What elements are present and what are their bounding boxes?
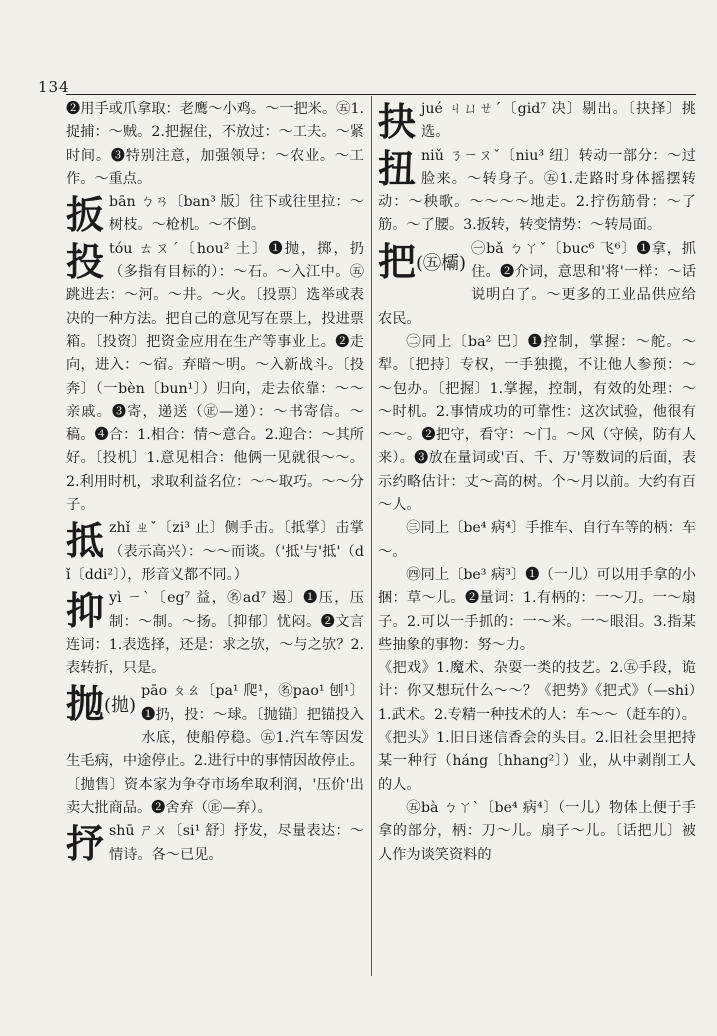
entry-definition: tóu ㄊㄡˊ〔hou² 土〕❶抛，掷，扔（多指有目标的）：～石。～入江中。㊄跳进去：～河。～井。～火。〔投票〕选举或表决的一种方法。把自己的意见写在票上，投进票箱。〔投资〕把资金应用在生产等事业上。❷走向，进入：～宿。弃暗～明。～入新战斗。〔投奔〕（一bèn〔bun¹〕）归向，走去依靠：～～亲戚。❸寄，递送（㊣—递）：～书寄信。～稿。❹合：1.相合：情～意合。2.迎合：～其所好。〔投机〕1.意见相合：他俩一见就很～～。2.利用时机，求取利益名位：～～取巧。～～分子。 bbox=[66, 240, 364, 514]
headword: 抵 bbox=[66, 518, 105, 564]
entry-definition: niǔ ㄋㄧㄡˇ〔niu³ 纽〕转动一部分：～过脸来。～转身子。㊄1.走路时身体摇摆转动：～秧歌。～～～～地走。2.拧伤筋骨：～了筋。～了腰。3.扳转，转变情势：～转局面。 bbox=[378, 147, 696, 234]
dictionary-entry bbox=[378, 145, 696, 238]
sense-paragraph: ㊂同上〔be⁴ 病⁴〕手推车、自行车等的柄：车～。 bbox=[378, 520, 696, 560]
left-column bbox=[66, 98, 364, 978]
dictionary-entry bbox=[378, 98, 696, 145]
entry-definition: shū ㄕㄨ〔si¹ 舒〕抒发，尽量表达：～情诗。各～已见。 bbox=[109, 823, 364, 863]
sense-paragraph: ㊄bà ㄅㄚˋ〔be⁴ 病⁴〕（一儿）物体上便于手拿的部分，柄：刀～儿。扇子～儿。〔话把儿〕被人作为谈笑资料的 bbox=[378, 799, 696, 863]
compound-words-paragraph: 《把戏》1.魔术、杂耍一类的技艺。2.㊄手段，诡计：你又想玩什么～～？《把势》《把式》（—shi）1.武术。2.专精一种技术的人：车～～（赶车的）。《把头》1.旧日迷信香会的头目。2.旧社会里把持某一种行（háng〔hhang²〕）业，从中剥削工人的人。 bbox=[378, 660, 696, 793]
entry-definition: ㊀bǎ ㄅㄚˇ〔buc⁶ 飞⁶〕❶拿，抓住。❷介词，意思和'将'一样：～话说明白了。～更多的工业品供应给农民。 bbox=[378, 240, 696, 327]
dictionary-entry bbox=[66, 820, 364, 867]
headword: 抛(拋) bbox=[66, 681, 137, 727]
entry-definition: pāo ㄆㄠ〔pa¹ 爬¹，㊔pao¹ 刨¹〕❶扔，投：～球。〔抛锚〕把锚投入水底，使船停稳。㊄1.汽车等因发生毛病，中途停止。2.进行中的事情因故停止。〔抛售〕资本家为争夺市场牟取利润，'压价'出卖大批商品。❷舍弃（㊣—弃）。 bbox=[66, 683, 364, 816]
entry-definition: zhǐ ㄓˇ〔zi³ 止〕侧手击。〔抵掌〕击掌（表示高兴）：～～而谈。（'抵'与'抵'（dǐ〔ddi²〕），形音义都不同。） bbox=[66, 520, 364, 583]
page-number: 134 bbox=[38, 78, 70, 96]
right-column bbox=[378, 98, 696, 978]
headword-variant: (拋) bbox=[104, 695, 137, 717]
headword: 扳 bbox=[66, 192, 105, 238]
headword: 投 bbox=[66, 238, 105, 284]
headword: 抒 bbox=[66, 821, 105, 867]
sense-paragraph: ㊃同上〔be³ 病³〕❶（一儿）可以用手拿的小捆：草～儿。❷量词：1.有柄的：一～刀。一～扇子。2.可以一手抓的：一～米。一～眼泪。3.指某些抽象的事物：努～力。 bbox=[378, 566, 696, 653]
dictionary-entry bbox=[66, 191, 364, 238]
headword: 扭 bbox=[378, 145, 417, 191]
dictionary-entry bbox=[66, 680, 364, 820]
headword: 抑 bbox=[66, 588, 105, 634]
column-divider bbox=[371, 96, 372, 976]
dictionary-entry bbox=[66, 517, 364, 587]
continued-entry-text: ❷用手或爪拿取：老鹰～小鸡。～一把米。㊄1.捉捕：～贼。2.把握住，不放过：～工夫。～紧时间。❸特别注意，加强领导：～农业。～工作。～重点。 bbox=[66, 101, 364, 187]
header-rule bbox=[66, 94, 696, 95]
dictionary-entry bbox=[66, 587, 364, 680]
dictionary-entry bbox=[66, 238, 364, 518]
sense-paragraph: ㊁同上〔ba² 巴〕❶控制，掌握：～舵。～犁。〔把持〕专权，一手独揽，不让他人参预：～～包办。〔把握〕1.掌握，控制，有效的处理：～～时机。2.事情成功的可靠性：这次试验，他很有～～。❷把守，看守：～门。～风（守候，防有人来）。❸放在量词或'百、千、万'等数词的后面，表示约略估计：丈～高的树。个～月以前。大约有百～人。 bbox=[378, 333, 696, 514]
dictionary-entry bbox=[378, 238, 696, 331]
headword: 把(㊄欛) bbox=[378, 238, 467, 284]
entry-definition: yì ㄧˋ〔eg⁷ 益，㊔ad⁷ 遏〕❶压，压制：～制。～扬。〔抑郁〕忧闷。❷文言连词：1.表选择，还是：求之欤，～与之欤？2.表转折，只是。 bbox=[66, 590, 364, 677]
headword: 抉 bbox=[378, 99, 417, 144]
entry-definition: bān ㄅㄢ〔ban³ 版〕往下或往里拉：～树枝。～枪机。～不倒。 bbox=[109, 194, 364, 234]
entry-definition: jué ㄐㄩㄝˊ〔gid⁷ 决〕剔出。〔抉择〕挑选。 bbox=[421, 101, 696, 141]
headword-variant: (㊄欛) bbox=[416, 252, 467, 274]
